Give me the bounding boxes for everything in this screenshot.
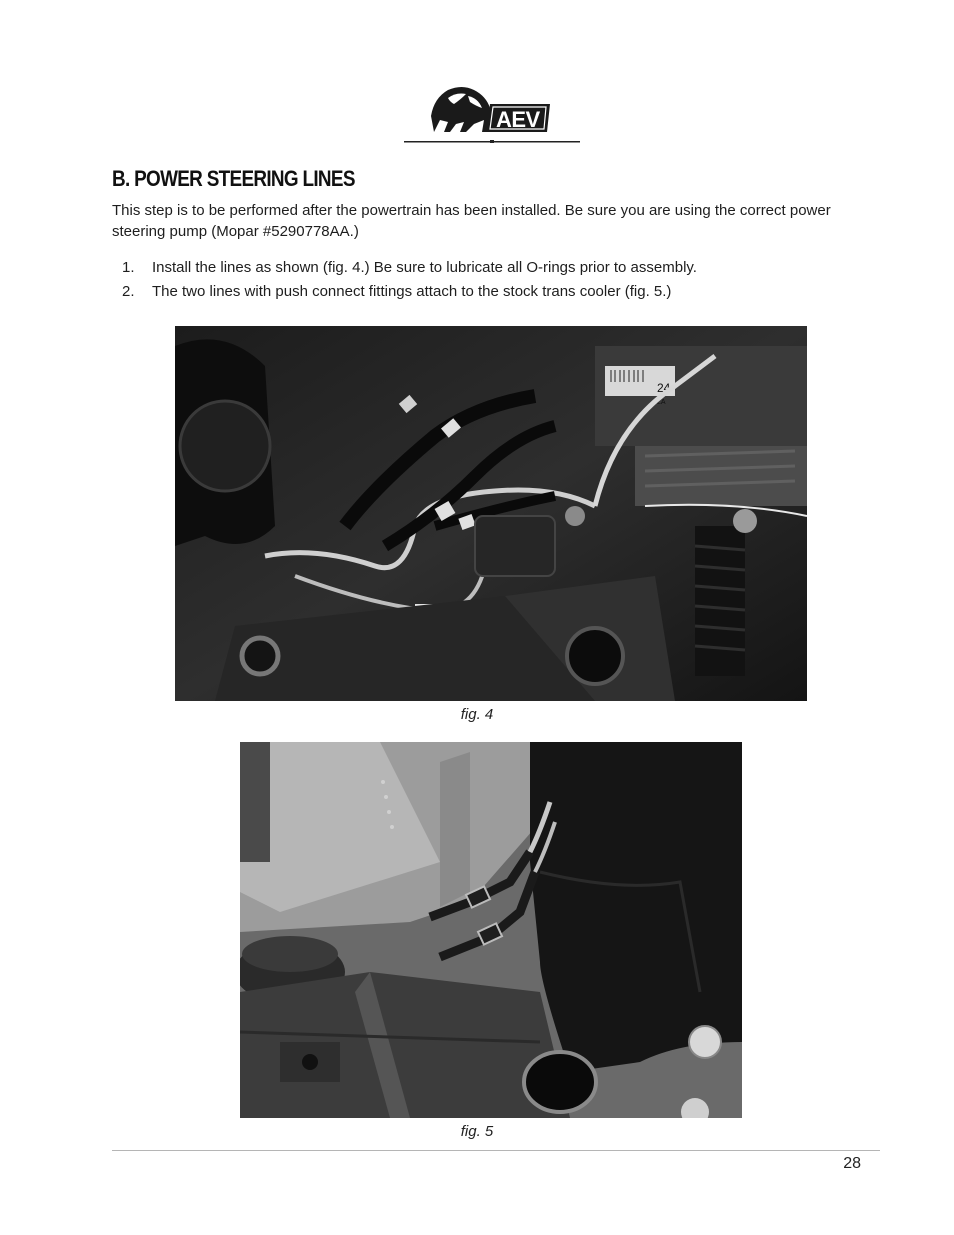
section-title: B. POWER STEERING LINES [112, 166, 355, 191]
step-number: 2. [122, 283, 135, 300]
steps-list [112, 256, 872, 304]
step-text: The two lines with push connect fittings attach to the stock trans cooler (fig. 5.) [152, 283, 672, 300]
list-item [112, 256, 872, 280]
list-item [112, 280, 872, 304]
intro-paragraph: This step is to be performed after the powertrain has been installed. Be sure you are using the correct power steering pump (Mopar #5290778AA.) [112, 202, 831, 240]
figure-5-caption: fig. 5 [460, 1123, 494, 1140]
figure-4-photo [175, 326, 807, 701]
step-number: 1. [122, 259, 135, 276]
engine-label: 24 [657, 381, 671, 395]
engine-label-2: LA [657, 399, 666, 406]
page-number: 28 [843, 1155, 861, 1172]
footer-divider [112, 1150, 880, 1151]
figure-5-photo [240, 742, 742, 1118]
aev-logo [404, 80, 580, 146]
ram-logo-icon [404, 80, 580, 146]
figure-4-caption: fig. 4 [460, 706, 494, 723]
step-text: Install the lines as shown (fig. 4.) Be sure to lubricate all O-rings prior to assembly. [152, 259, 697, 276]
logo-text: AEV [496, 107, 540, 132]
